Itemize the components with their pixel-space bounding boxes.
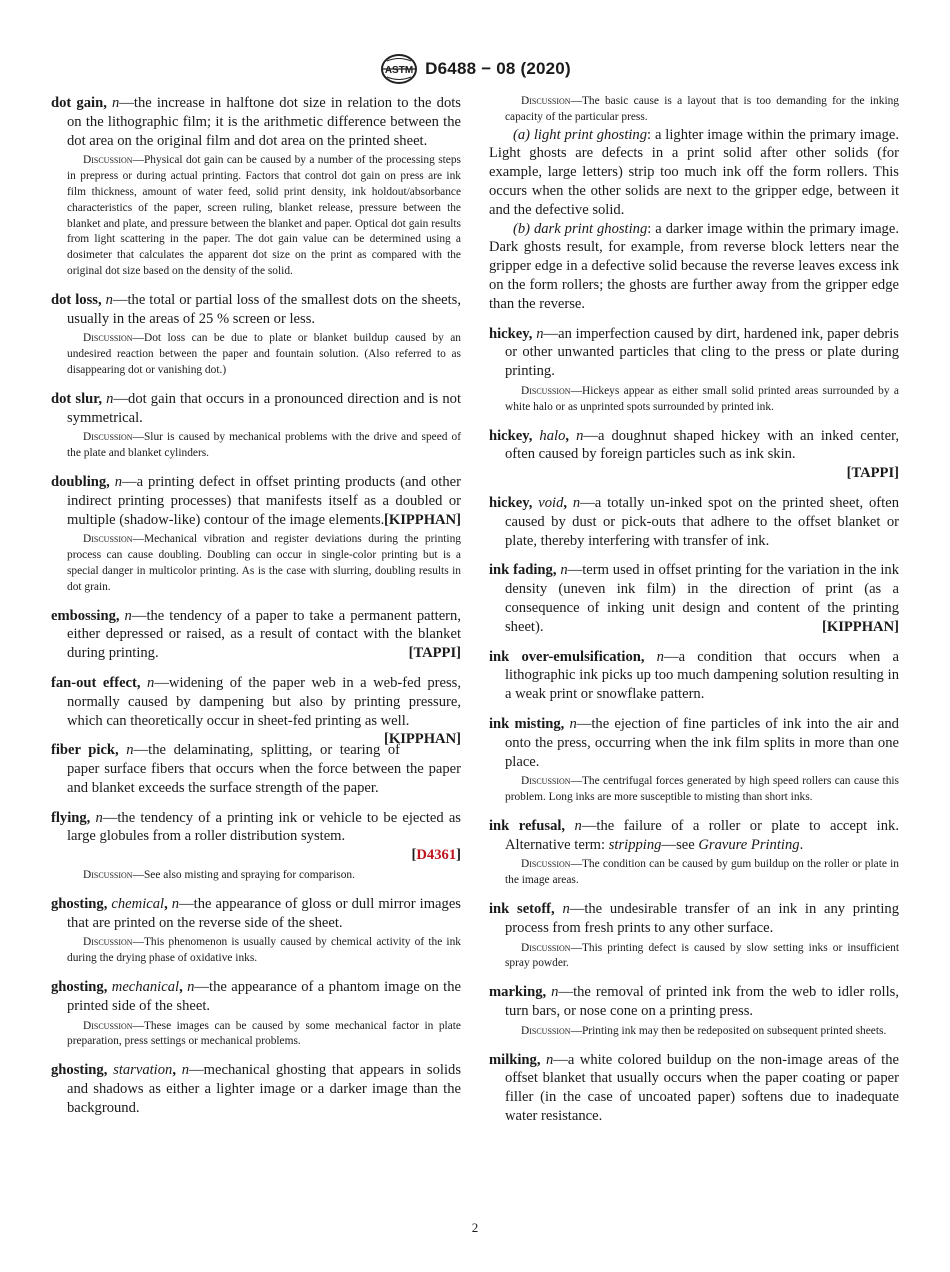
entry-hickey [489,325,899,416]
standard-reference-link[interactable]: D4361 [416,847,457,864]
term: dot loss, [51,291,102,308]
entry-ink-refusal [489,817,899,889]
discussion-text: —The condition can be caused by gum buildup on the roller or plate in the image areas. [505,858,899,887]
definition: —mechanical ghosting that appears in solids and shadows as either a lighter image or a darker image than the background. [67,1062,461,1116]
end-punctuation: . [799,836,804,853]
definition: —an imperfection caused by dirt, hardened ink, paper debris or other unwanted particles that cling to the press or plate during printing. [505,325,899,380]
discussion-text: —Physical dot gain can be caused by a number of the processing steps in prepress or during actual printing. Factors that control dot gain on press are ink film thickness, amount of water feed, solid print density, ink holdout/absorbance characteristics of the paper, screen ruling, blanket release, pressure between the blanket and plate, and pressure between the blanket and paper. Optical dot gain results from light scattering in the paper. The dot gain value can be determined using a dosimeter that calculates the apparent dot size on the print as compared with the original dot size based on the density of the solid. [67,154,461,277]
subtype-label: (a) light print ghosting [513,126,648,143]
discussion-label: Discussion [83,869,133,882]
ghosting-starvation-continuation [489,94,899,314]
term: ink refusal, [489,817,566,834]
entry-flying: flying, n—the tendency of a printing ink or vehicle to be ejected as large globules from a roller distribution system. [D4361] Discussion—See also misting and spraying for comparison. [51,809,461,882]
term: marking, [489,984,547,1001]
discussion-text: —Dot loss can be due to plate or blanket buildup caused by an undesired reaction between the paper and fountain solution. (Also referred to as disappearing dot or vanishing dot.) [67,332,461,376]
part-of-speech: n [126,742,134,759]
term: hickey, [489,325,533,342]
discussion-label: Discussion [83,431,133,444]
entry-ghosting-starvation: ghosting, starvation, n—mechanical ghosting that appears in solids and shadows as either a lighter image or a darker image than the background. [51,1062,461,1116]
term: fan-out effect, [51,674,141,691]
discussion-label: Discussion [83,154,133,167]
discussion-label: Discussion [521,858,571,871]
definition: —a printing defect in offset printing products (and other indirect printing processes) that manifests itself as a doubled or multiple (shadow-like) contour of the image elements. [67,473,461,528]
discussion-text: —This phenomenon is usually caused by chemical activity of the ink during the drying phase of oxidative inks. [67,936,461,965]
part-of-speech: n [569,715,577,732]
part-of-speech: n [551,984,559,1001]
definition: —the delaminating, splitting, or tearing of paper surface fibers that occurs when the force between the paper and blanket exceeds the surface strength of the paper. [67,742,461,796]
term: dot gain, [51,95,107,111]
term: dot slur, [51,390,103,407]
subtype-label: (b) dark print ghosting [513,220,648,237]
discussion-label: Discussion [83,533,133,546]
discussion-text: —Hickeys appear as either small solid printed areas surrounded by a white halo or as unprinted spots surrounded by printed ink. [505,384,899,413]
entry-doubling [51,473,461,596]
part-of-speech: n [124,607,132,624]
term: milking, [489,1051,541,1068]
entry-hickey-void: hickey, void, n—a totally un-inked spot on the printed sheet, often caused by dust or pick-outs that adhere to the offset blanket or plate, thereby interfering with transfer of ink. [489,494,899,549]
discussion-text: —The basic cause is a layout that is too demanding for the inking capacity of the particular press. [505,95,899,123]
part-of-speech: n [147,674,155,691]
entry-ink-misting [489,715,899,806]
part-of-speech: n [545,1051,554,1068]
discussion-label: Discussion [521,1024,571,1037]
definition: —the tendency of a printing ink or vehicle to be ejected as large globules from a roller distribution system. [67,809,461,845]
part-of-speech: n [112,95,120,111]
discussion-label: Discussion [83,1019,133,1032]
discussion-text: —The centrifugal forces generated by high speed rollers can cause this problem. Long inks are more susceptible to misting than short inks. [505,775,899,804]
term: ink over-emulsification, [489,648,645,665]
term: ghosting, [51,1062,108,1079]
discussion-label: Discussion [83,936,133,949]
part-of-speech: n [171,895,180,912]
term: ghosting, [51,979,108,996]
definition: —the failure of a roller or plate to accept ink. Alternative term: [505,817,899,853]
term: flying, [51,809,91,826]
definition: —the total or partial loss of the smallest dots on the sheets, usually in the areas of 25 % screen or less. [67,291,462,327]
entry-fiber-pick [51,741,461,797]
subterm: halo [539,427,566,444]
part-of-speech: n [572,494,581,511]
definition: —the ejection of fine particles of ink into the air and onto the press, occurring when the ink film splits in more than one place. [505,715,899,770]
citation: [KIPPHAN] [383,731,461,748]
citation: [KIPPHAN] [821,618,899,635]
entry-ink-setoff [489,900,899,972]
definition: —a totally un-inked spot on the printed sheet, often caused by dust or pick-outs that adhere to the offset blanket or plate, thereby interfering with transfer of ink. [505,494,899,549]
part-of-speech: n [560,562,568,579]
citation: [TAPPI] [846,465,899,482]
term: doubling, [51,473,110,490]
entry-fan-out-effect [51,674,461,748]
term: hickey, [489,494,533,511]
page-header [0,52,950,86]
discussion-text: —This printing defect is caused by slow setting inks or insufficient spray powder. [505,941,899,970]
right-column [489,94,899,1137]
discussion-label: Discussion [521,95,571,107]
part-of-speech: n [574,817,582,834]
discussion-text: —Printing ink may then be redeposited on subsequent printed sheets. [570,1024,887,1037]
left-column [51,94,461,1129]
term: fiber pick, [51,742,119,759]
entry-hickey-halo: hickey, halo, n—a doughnut shaped hickey with an inked center, often caused by foreign particles such as ink skin. [TAPPI] [489,427,899,482]
part-of-speech: n [187,979,195,996]
definition: —widening of the paper web in a web-fed press, normally caused by dampening but also by printing pressure, which can theoretically occur in sheet-fed printing as well. [67,674,461,729]
definition: —the increase in halftone dot size in relation to the dots on the lithographic film; it is the arithmetic difference between the dot area on the original film and dot area on the printed sheet. [67,95,461,149]
definition: —a condition that occurs when a lithographic ink picks up too much dampening solution resulting in a weak print or snowflake pattern. [505,648,899,703]
see-reference: Gravure Printing [698,836,800,853]
entry-dot-slur [51,390,461,462]
part-of-speech: n [562,901,570,918]
part-of-speech: n [181,1062,190,1079]
document-designation: D6488 − 08 (2020) [425,59,571,78]
subterm: chemical [111,895,165,912]
definition: —the undesirable transfer of an ink in any printing process from fresh prints to any other surface. [505,901,899,936]
entry-milking [489,1051,899,1126]
discussion-label: Discussion [521,775,571,788]
astm-logo-icon [379,53,419,85]
see-text: —see [661,836,699,853]
discussion-text: —Slur is caused by mechanical problems with the drive and speed of the plate and blanket cylinders. [67,431,461,460]
discussion-text: —These images can be caused by some mechanical factor in plate preparation, press settings or mechanical problems. [67,1019,461,1048]
discussion-label: Discussion [521,384,571,397]
part-of-speech: n [105,291,113,308]
subterm: void [538,494,564,511]
entry-ghosting-chemical: ghosting, chemical, n—the appearance of gloss or dull mirror images that are printed on the reverse side of the sheet. Discussion—This phenomenon is usually caused by chemical activity of the ink during the drying phase of oxidative inks. [51,895,461,965]
entry-dot-loss [51,291,461,379]
entry-ink-fading [489,561,899,636]
part-of-speech: n [656,648,664,665]
term: ink setoff, [489,901,555,918]
term: ink fading, [489,562,557,579]
term: ink misting, [489,715,565,732]
entry-marking [489,983,899,1039]
alternative-term: stripping [608,836,662,853]
discussion-label: Discussion [521,941,571,954]
definition: —the appearance of a phantom image on the printed side of the sheet. [67,979,461,1014]
definition: —a doughnut shaped hickey with an inked center, often caused by foreign particles such as ink skin. [505,427,899,463]
citation: [TAPPI] [408,645,461,662]
part-of-speech: n [106,390,114,407]
discussion-label: Discussion [83,332,133,345]
entry-ghosting-mechanical: ghosting, mechanical, n—the appearance of a phantom image on the printed side of the sheet. Discussion—These images can be caused by some mechanical factor in plate preparation, press settings or mechanical problems. [51,979,461,1048]
definition: —dot gain that occurs in a pronounced direction and is not symmetrical. [67,390,461,426]
page-number: 2 [471,1220,479,1235]
part-of-speech: n [576,427,584,444]
entry-dot-gain [51,94,461,280]
term: embossing, [51,607,120,624]
definition: —a white colored buildup on the non-image areas of the offset blanket that usually occurs when the paper coating or paper filler (in the case of uncoated paper) softens due to inadequate water resistance. [505,1051,899,1125]
term: ghosting, [51,895,108,912]
entry-embossing [51,607,461,663]
part-of-speech: n [114,473,123,490]
logo-text: ASTM [385,65,414,76]
part-of-speech: n [95,809,103,826]
term: hickey, [489,427,533,444]
discussion-text: —Mechanical vibration and register deviations during the printing process can cause doubling. Doubling can occur in single-color printing but is a special danger in multicolor printing. As is the case with slurring, doubling results in dot grain. [67,533,461,593]
definition: —the tendency of a paper to take a permanent pattern, either depressed or raised, as a result of contact with the blanket during printing. [67,607,461,662]
subtype-text: : a lighter image within the primary image. Light ghosts are defects in a print solid after other solids (for example, large letters) strip too much ink off the form rollers. This occurs when the other solids are next to the gripper edge, between it and the defective solid. [489,126,900,218]
definition: —the appearance of gloss or dull mirror images that are printed on the reverse side of the sheet. [67,895,461,931]
part-of-speech: n [536,325,544,342]
subterm: mechanical [111,979,180,996]
discussion-text: —See also misting and spraying for comparison. [132,869,355,882]
definition: —the removal of printed ink from the web to idler rolls, turn bars, or nose cone on a printing press. [505,984,899,1020]
definition: —term used in offset printing for the variation in the ink density (uneven ink film) in the direction of print (as a consequence of inking unit design and content of the printing sheet). [505,562,899,635]
subtype-text: : a darker image within the primary image. Dark ghosts result, for example, from reverse block letters near the gripper edge in a defective solid because the reverse leaves excess ink on the form rollers; the ghosts are further away from the gripper edge than the reverse. [489,220,899,312]
citation: [KIPPHAN] [383,511,461,528]
entry-ink-over-emulsification [489,648,899,704]
subterm: starvation [113,1062,173,1079]
